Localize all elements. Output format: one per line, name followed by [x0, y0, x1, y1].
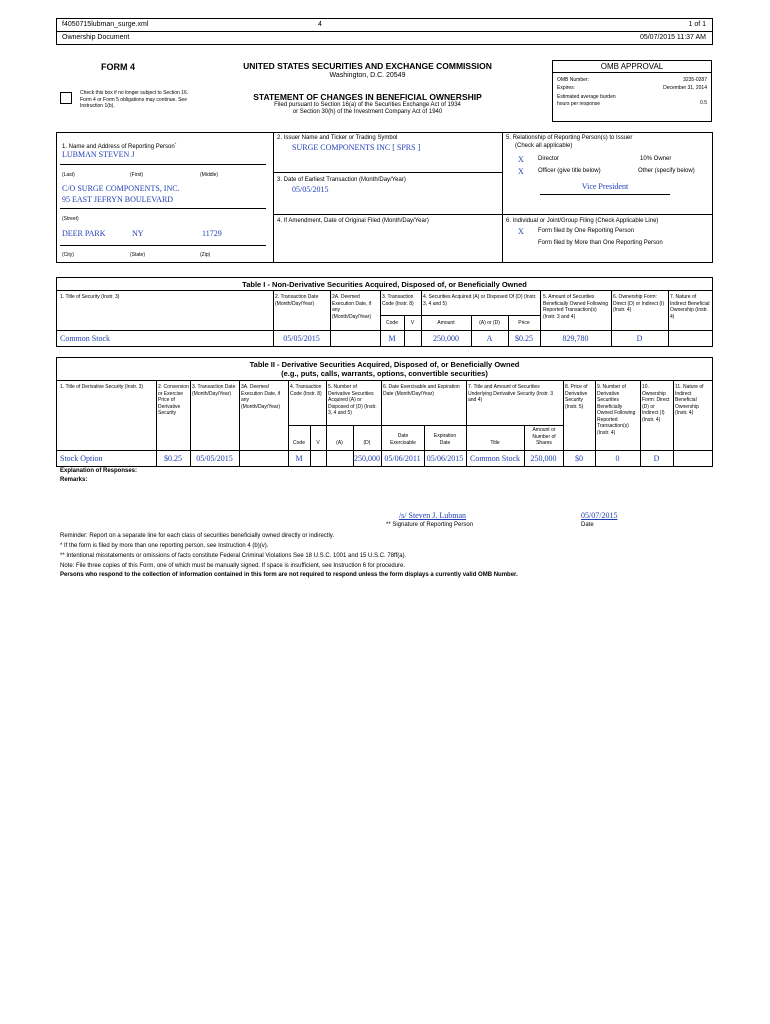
note-1: * If the form is filed by more than one reporting person, see Instruction 4 (b)(v).	[60, 543, 269, 549]
box3-label: 3. Date of Earliest Transaction (Month/Day/Year)	[277, 177, 406, 183]
note-2: ** Intentional misstatements or omissions of facts constitute Federal Criminal Violations See 18 U.S.C. 1001 and 15 U.S.C. 78ff(a).	[60, 553, 407, 559]
reporting-person-name: LUBMAN STEVEN J	[62, 150, 135, 159]
earliest-transaction-date: 05/05/2015	[292, 185, 329, 194]
page-marker: 4	[318, 21, 322, 28]
box4-label: 4. If Amendment, Date of Original Filed (Month/Day/Year)	[277, 218, 429, 224]
director-check[interactable]: X	[518, 155, 524, 164]
statement-title: STATEMENT OF CHANGES IN BENEFICIAL OWNERSHIP	[253, 92, 482, 102]
officer-title: Vice President	[581, 182, 629, 191]
print-datetime: 05/07/2015 11:37 AM	[639, 34, 706, 41]
page-number: 1 of 1	[688, 21, 706, 28]
box2-label: 2. Issuer Name and Ticker or Trading Symbol	[277, 135, 398, 141]
zip-value: 11729	[202, 229, 222, 238]
form-name: FORM 4	[100, 62, 135, 72]
omb-title: OMB APPROVAL	[600, 62, 664, 71]
signature: /s/ Steven J. Lubman	[398, 511, 467, 520]
city-value: DEER PARK	[62, 229, 106, 238]
omb-expires: December 31, 2014	[663, 85, 707, 91]
address-line1: C/O SURGE COMPONENTS, INC.	[62, 184, 180, 193]
date-label: Date	[581, 522, 594, 528]
filed-pursuant-line2: or Section 30(h) of the Investment Company Act of 1940	[292, 109, 443, 115]
signature-label: ** Signature of Reporting Person	[386, 522, 474, 528]
reminder-note: Reminder: Report on a separate line for each class of securities beneficially owned directly or indirectly.	[60, 533, 335, 539]
box5-label: 5. Relationship of Reporting Person(s) to Issuer	[506, 135, 633, 141]
remarks-label: Remarks:	[60, 477, 88, 483]
no-longer-subject-checkbox[interactable]	[60, 92, 72, 104]
explanation-label: Explanation of Responses:	[60, 468, 138, 474]
table-2-subtitle: (e.g., puts, calls, warrants, options, convertible securities)	[281, 369, 488, 378]
table-1-title: Table I - Non-Derivative Securities Acquired, Disposed of, or Beneficially Owned	[242, 280, 527, 289]
table-2-title: Table II - Derivative Securities Acquired, Disposed of, or Beneficially Owned	[249, 360, 520, 369]
omb-number: 3235-0287	[683, 77, 707, 83]
document-type: Ownership Document	[62, 34, 130, 41]
box6-label: 6. Individual or Joint/Group Filing (Check Applicable Line)	[506, 218, 659, 224]
filed-pursuant-line1: Filed pursuant to Section 16(a) of the Securities Exchange Act of 1934	[274, 102, 461, 108]
checkbox-instruction: Check this box if no longer subject to Section 16. Form 4 or Form 5 obligations may continue. See Instruction 1(b).	[80, 90, 189, 109]
address-line2: 95 EAST JEFRYN BOULEVARD	[62, 195, 174, 204]
one-person-check[interactable]: X	[518, 227, 524, 236]
box1-label: 1. Name and Address of Reporting Person*	[62, 141, 177, 150]
issuer-name: SURGE COMPONENTS INC [ SPRS ]	[292, 143, 421, 152]
omb-burden: 0.5	[700, 100, 707, 106]
agency-city: Washington, D.C. 20549	[329, 72, 406, 79]
signature-date: 05/07/2015	[581, 511, 618, 520]
state-value: NY	[132, 229, 144, 238]
note-4: Persons who respond to the collection of information contained in this form are not required to respond unless the form displays a currently valid OMB Number.	[60, 572, 518, 578]
filename: f4050715lubman_surge.xml	[62, 21, 149, 28]
note-3: Note: File three copies of this Form, one of which must be manually signed. If space is insufficient, see Instruction 6 for procedure.	[60, 563, 406, 569]
officer-check[interactable]: X	[518, 167, 524, 176]
agency-name: UNITED STATES SECURITIES AND EXCHANGE COMMISSION	[243, 61, 492, 71]
